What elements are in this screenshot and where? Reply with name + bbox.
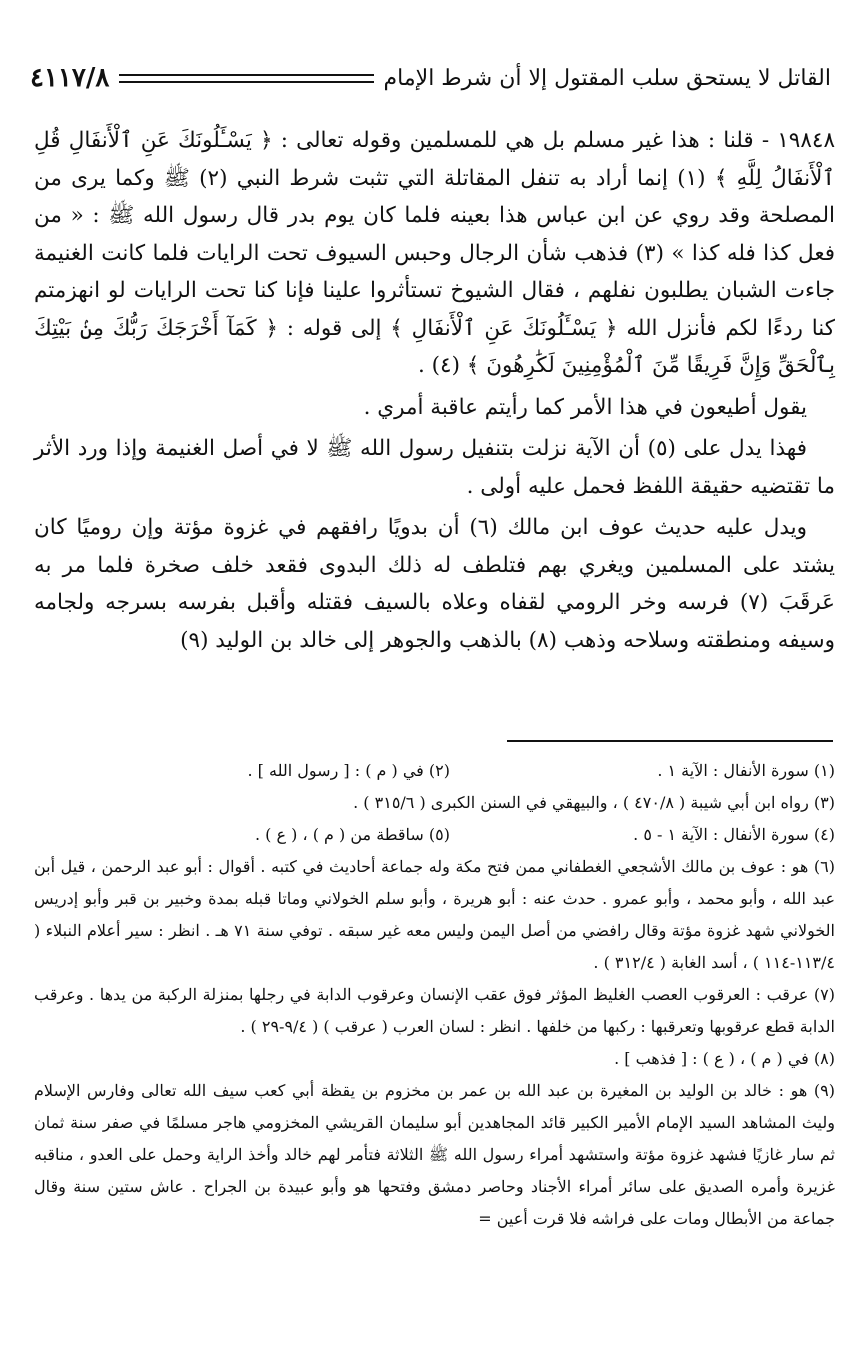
footnote-4: (٤) سورة الأنفال : الآية ١ - ٥ .	[633, 825, 835, 844]
page-header	[30, 58, 831, 98]
footnote-9	[34, 1075, 835, 1235]
footnote-3: (٣) رواه ابن أبي شيبة ( ٤٧٠/٨ ) ، والبيهقي في السنن الكبرى ( ٣١٥/٦ ) .	[353, 793, 835, 812]
footnotes	[34, 755, 835, 1235]
main-text	[34, 122, 835, 663]
header-double-rule	[119, 74, 373, 83]
footnote-6: (٦) هو : عوف بن مالك الأشجعي الغطفاني ممن فتح مكة وله جماعة أحاديث في كتبه . أقوال : أبو عبد الرحمن ، قيل أبن عبد الله ، وأبو محمد ، وأبو عمرو . حدث عنه : أبو هريرة ، وأبو سلم الخولاني وماتا قبله بمدة وخبير بن قبر وأبو إدريس الخولاني شهد غزوة مؤتة وقال رافضي من أصل اليمن وليس معه غير سبقه . توفي سنة ٧١ هـ . انظر : سير أعلام النبلاء ( ١١٣/٤-١١٤ ) ، أسد الغابة ( ٣١٢/٤ ) .	[34, 857, 835, 972]
running-title: القاتل لا يستحق سلب المقتول إلا أن شرط الإمام	[383, 65, 831, 91]
footnote-separator	[507, 740, 833, 742]
paragraph-3: فهذا يدل على (٥) أن الآية نزلت بتنفيل رسول الله ﷺ لا في أصل الغنيمة وإذا ورد الأثر ما تقتضيه حقيقة اللفظ فحمل عليه أولى .	[34, 436, 835, 499]
continued-mark: =	[478, 1209, 492, 1228]
footnote-8: (٨) في ( م ) ، ( ع ) : [ فذهب ] .	[614, 1049, 835, 1068]
footnote-row-4-5	[34, 819, 835, 851]
paragraph-2: يقول أطيعون في هذا الأمر كما رأيتم عاقبة أمري .	[363, 394, 807, 420]
footnote-2: (٢) في ( م ) : [ رسول الله ] .	[247, 761, 450, 780]
paragraph-1: ١٩٨٤٨ - قلنا : هذا غير مسلم بل هي للمسلمين وقوله تعالى : ﴿ يَسْـَٔلُونَكَ عَنِ ٱلْأَنفَالِ قُلِ ٱلْأَنفَالُ لِلَّهِ ﴾ (١) إنما أراد به تنفل المقاتلة التي تثبت شرط النبي (٢) ﷺ وكما يرى من المصلحة وقد روي عن ابن عباس هذا بعينه فلما كان يوم بدر قال رسول الله ﷺ : « من فعل كذا فله كذا » (٣) فذهب شأن الرجال وحبس السيوف تحت الرايات فلما كانت الغنيمة جاءت الشبان يطلبون نفلهم ، فقال الشيوخ تستأثروا علينا فإنا كنا تحت الرايات لو انهزمتم كنا ردءًا لكم فأنزل الله ﴿ يَسْـَٔلُونَكَ عَنِ ٱلْأَنفَالِ ﴾ إلى قوله : ﴿ كَمَآ أَخْرَجَكَ رَبُّكَ مِنۢ بَيْتِكَ بِٱلْحَقِّ وَإِنَّ فَرِيقًا مِّنَ ٱلْمُؤْمِنِينَ لَكَٰرِهُونَ ﴾ (٤) .	[34, 128, 836, 378]
footnote-row-1-2	[34, 755, 835, 787]
page-number: ٤١١٧/٨	[30, 63, 110, 93]
footnote-1: (١) سورة الأنفال : الآية ١ .	[657, 761, 835, 780]
footnote-7: (٧) عرقب : العرقوب العصب الغليظ المؤثر فوق عقب الإنسان وعرقوب الدابة في رجلها بمنزلة الركبة من يدها . وعرقب الدابة قطع عرقوبها وتعرقبها : ركبها من خلفها . انظر : لسان العرب ( عرقب ) ( ٩/٤-٢٩ ) .	[34, 985, 836, 1036]
footnote-9-text: (٩) هو : خالد بن الوليد بن المغيرة بن عبد الله بن عمر بن مخزوم بن يقظة أبي كعب سيف الله تعالى وفارس الإسلام وليث المشاهد السيد الإمام الأمير الكبير قائد المجاهدين أبو سليمان القريشي المخزومي هاجر مسلمًا في صفر سنة ثمان ثم سار غازيًا فشهد غزوة مؤتة واستشهد أمراء رسول الله ﷺ الثلاثة فتأمر لهم خالد وأخذ الراية وحمل على العدو ، مناقبه غزيرة وأمره الصديق على سائر أمراء الأجناد وحاصر دمشق وفتحها هو وأبو عبيدة بن الجراح . عاش ستين سنة وقال جماعة من الأبطال ومات على فراشه فلا قرت أعين	[34, 1081, 835, 1228]
footnote-5: (٥) ساقطة من ( م ) ، ( ع ) .	[255, 825, 450, 844]
paragraph-4: ويدل عليه حديث عوف ابن مالك (٦) أن بدويًا رافقهم في غزوة مؤتة وإن روميًا كان يشتد على المسلمين ويغري بهم فتلطف له ذلك البدوى فقعد خلف صخرة فلما مر به عَرقَبَ (٧) فرسه وخر الرومي لقفاه وعلاه بالسيف فقتله وأقبل بفرسه بسرجه ولجامه وسيفه ومنطقته وسلاحه وذهب (٨) بالذهب والجوهر إلى خالد بن الوليد (٩)	[34, 515, 835, 653]
